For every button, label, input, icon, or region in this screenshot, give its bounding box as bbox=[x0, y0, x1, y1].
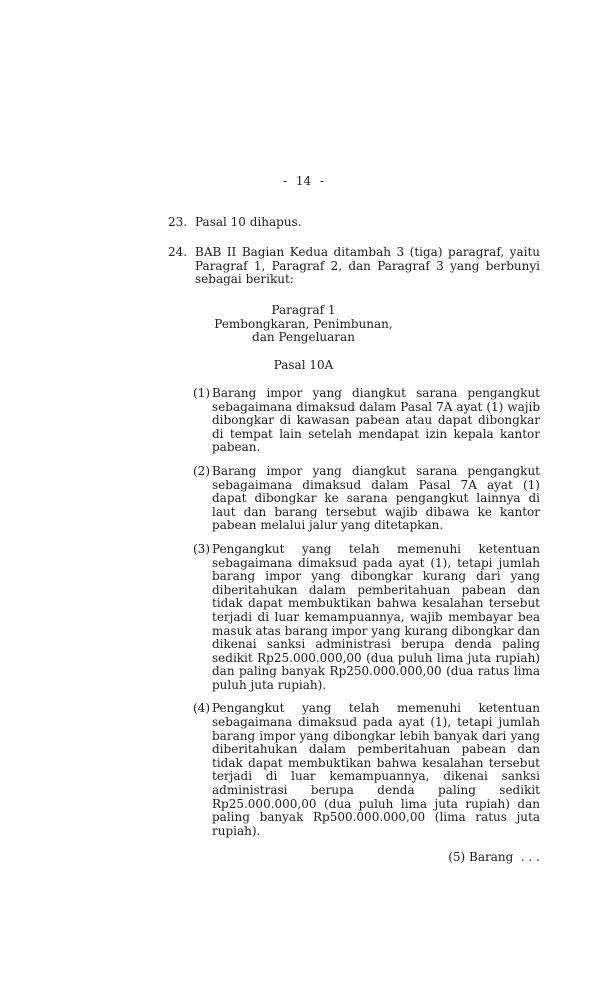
ayat-text: Barang impor yang diangkut sarana pengangkut sebagaimana dimaksud dalam Pasal 7A ayat (1) dapat dibongkar ke sarana pengangkut lainnya di laut dan barang tersebut wajib dibawa ke kantor pabean melalui jalur yang ditetapkan. bbox=[212, 463, 540, 533]
ayat-item-4 bbox=[193, 702, 540, 838]
ayat-number: (2) bbox=[193, 463, 210, 478]
amendment-item-number: 23. bbox=[168, 215, 188, 229]
amendment-item-23 bbox=[168, 216, 540, 230]
amendment-item-24 bbox=[168, 246, 540, 287]
paragraf-heading-subtitle-line2: dan Pengeluaran bbox=[252, 330, 355, 345]
ayat-number: (3) bbox=[193, 541, 210, 556]
ayat-item-2 bbox=[193, 465, 540, 533]
paragraf-heading-title: Paragraf 1 bbox=[271, 303, 336, 317]
catchword-next-page: (5) Barang . . . bbox=[448, 850, 540, 864]
ayat-list bbox=[193, 387, 540, 848]
amendment-item-text: BAB II Bagian Kedua ditambah 3 (tiga) paragraf, yaitu Paragraf 1, Paragraf 2, dan Paragraf 3 yang berbunyi sebagai berikut: bbox=[195, 245, 540, 287]
ayat-item-3 bbox=[193, 543, 540, 693]
page-number: - 14 - bbox=[282, 174, 324, 188]
ayat-text: Pengangkut yang telah memenuhi ketentuan sebagaimana dimaksud pada ayat (1), tetapi jumlah barang impor yang dibongkar kurang dari yang diberitahukan dalam pemberitahuan pabean dan tidak dapat membuktikan bahwa kesalahan tersebut terjadi di luar kemampuannya, wajib membayar bea masuk atas barang impor yang kurang dibongkar dan dikenai sanksi administrasi berupa denda paling sedikit Rp25.000.000,00 (dua puluh lima juta rupiah) dan paling banyak Rp250.000.000,00 (dua ratus lima puluh juta rupiah). bbox=[212, 541, 540, 692]
ayat-number: (1) bbox=[193, 386, 210, 400]
ayat-text: Pengangkut yang telah memenuhi ketentuan sebagaimana dimaksud pada ayat (1), tetapi jumlah barang impor yang dibongkar lebih banyak dari yang diberitahukan dalam pemberitahuan pabean dan tidak dapat membuktikan bahwa kesalahan tersebut terjadi di luar kemampuannya, dikenai sanksi administrasi berupa denda paling sedikit Rp25.000.000,00 (dua puluh lima juta rupiah) dan paling banyak Rp500.000.000,00 (lima ratus juta rupiah). bbox=[212, 701, 540, 838]
ayat-number: (4) bbox=[193, 701, 210, 716]
pasal-heading: Pasal 10A bbox=[273, 358, 334, 372]
ayat-text: Barang impor yang diangkut sarana pengangkut sebagaimana dimaksud dalam Pasal 7A ayat (1) wajib dibongkar di kawasan pabean atau dapat dibongkar di tempat lain setelah mendapat izin kepala kantor pabean. bbox=[212, 386, 540, 455]
amendment-item-number: 24. bbox=[168, 245, 188, 259]
ayat-item-1 bbox=[193, 387, 540, 455]
amendment-item-text: Pasal 10 dihapus. bbox=[195, 215, 302, 229]
paragraf-heading bbox=[0, 304, 607, 345]
paragraf-heading-subtitle-line1: Pembongkaran, Penimbunan, bbox=[214, 316, 393, 331]
